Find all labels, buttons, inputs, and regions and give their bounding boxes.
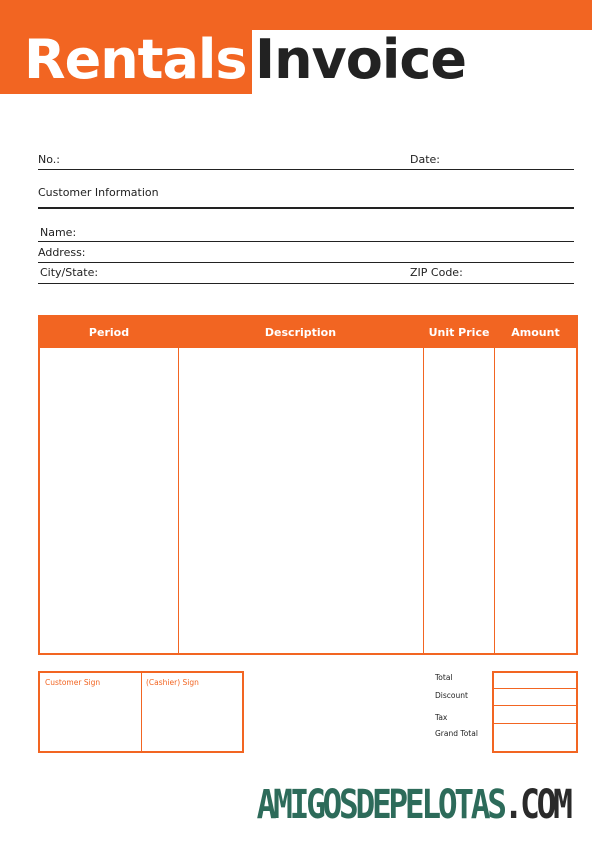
cashier-sign-label: (Cashier) Sign [146, 678, 199, 687]
total-row-line [494, 688, 576, 689]
date-label: Date: [410, 153, 440, 166]
tax-row-line [494, 723, 576, 724]
signature-box [38, 671, 244, 753]
invoice-number-label: No.: [38, 153, 60, 166]
col-amount: Amount [511, 326, 560, 339]
name-label: Name: [40, 226, 77, 239]
section-divider [38, 207, 574, 209]
grand-total-label: Grand Total [435, 729, 478, 738]
city-state-label: City/State: [40, 266, 99, 279]
discount-row-line [494, 705, 576, 706]
city-line [38, 283, 574, 284]
totals-box [492, 671, 578, 753]
zip-code-label: ZIP Code: [410, 266, 463, 279]
col-period: Period [88, 326, 130, 339]
line-items-table [38, 315, 578, 655]
table-header [40, 317, 576, 348]
col-unit-price: Unit Price [428, 326, 490, 339]
total-label: Total [435, 673, 453, 682]
address-line [38, 262, 574, 263]
customer-section-heading: Customer Information [38, 186, 159, 199]
divider [38, 169, 574, 170]
name-line [38, 241, 574, 242]
address-label: Address: [38, 246, 86, 259]
invoice-title-invoice: Invoice [255, 28, 466, 91]
signature-divider [141, 673, 142, 751]
customer-sign-label: Customer Sign [45, 678, 101, 687]
brand-name: AMIGOSDEPELOTAS [257, 782, 505, 828]
column-divider [178, 348, 179, 653]
tax-label: Tax [435, 713, 448, 722]
discount-label: Discount [435, 691, 468, 700]
invoice-title-rentals: Rentals [24, 28, 247, 91]
column-divider [423, 348, 424, 653]
column-divider [494, 348, 495, 653]
brand-domain-suffix: .COM [504, 782, 570, 828]
header-band [0, 0, 592, 30]
col-description: Description [264, 326, 337, 339]
brand-logo [257, 780, 570, 830]
